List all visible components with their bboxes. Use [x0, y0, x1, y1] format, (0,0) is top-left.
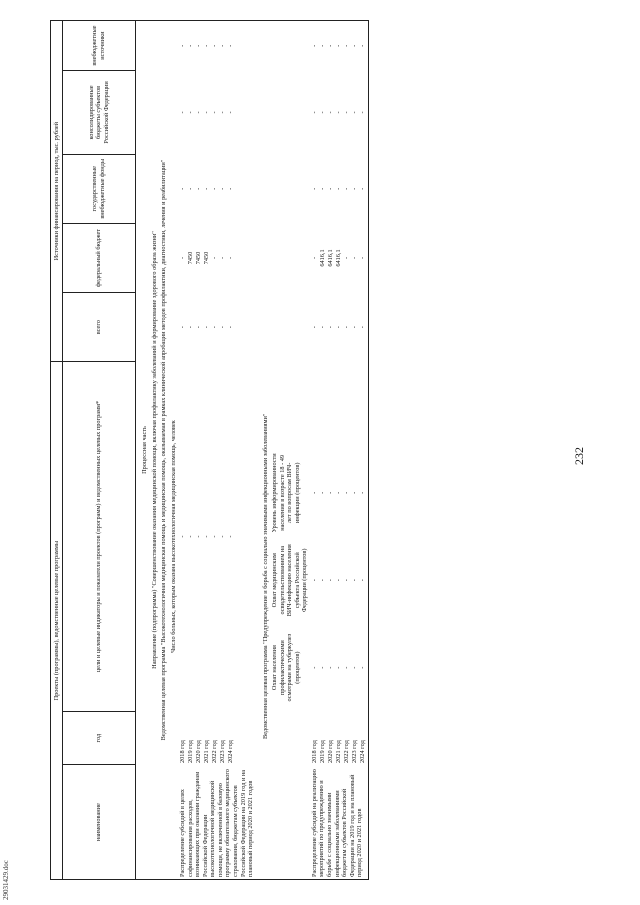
cell: - — [310, 491, 318, 494]
block2-indicator-values — [310, 362, 369, 712]
cell: - — [358, 111, 366, 114]
block1-year: 2024 год — [227, 740, 235, 763]
program1-title: Ведомственная целевая программа "Высокотехнологичная медицинская помощь и медицинская помощь, оказываемая в рамках клинической апробации методов профилактики, диагностики, лечения и реабилитации" — [159, 21, 169, 880]
cell: - — [211, 256, 219, 260]
cell: - — [326, 111, 334, 114]
cell: - — [326, 579, 334, 582]
cell: - — [211, 187, 219, 190]
block2-year: 2023 год — [350, 740, 358, 763]
block2-year: 2019 год — [318, 740, 326, 763]
block1-year: 2018 год — [179, 740, 187, 763]
cell: - — [179, 111, 187, 114]
cell: - — [334, 666, 342, 669]
cell: - — [227, 256, 235, 260]
cell: 6416,1 — [326, 249, 334, 267]
cell: - — [310, 44, 318, 47]
block1-consolidated — [178, 71, 255, 155]
cell: - — [310, 326, 318, 329]
cell: - — [203, 326, 211, 329]
cell: - — [203, 535, 211, 538]
total-header: всего — [63, 293, 136, 362]
block1-year: 2020 год — [195, 740, 203, 763]
cell: - — [227, 187, 235, 190]
block1-year: 2023 год — [219, 740, 227, 763]
cell: - — [358, 579, 366, 582]
cell: - — [211, 326, 219, 329]
program2-title: Ведомственная целевая программа "Предупреждение и борьба с социально значимыми инфекционными заболеваниями" — [256, 21, 271, 880]
cell: - — [318, 579, 326, 582]
cell: - — [326, 326, 334, 329]
projects-header: Проекты (программы), ведомственные целевые программы — [51, 362, 63, 880]
cell: - — [334, 326, 342, 329]
cell: - — [203, 44, 211, 47]
cell: - — [195, 535, 203, 538]
block1-name: Распределение субсидий в целях софинансирования расходов, возникающих при оказании гражданам Российской Федерации высокотехнологичной медицинской помощи, не включенной в базовую программу обязательного медицинского страхования, бюджетам субъектов Российской Федерации на 2019 год и на плановый период 2020 и 2021 годов — [178, 765, 255, 880]
cell: - — [326, 666, 334, 669]
cell: - — [219, 111, 227, 114]
cell: - — [342, 111, 350, 114]
cell: - — [350, 491, 358, 494]
financing-header: Источники финансирования на период, тыс. рублей — [51, 21, 63, 362]
block1-year: 2019 год — [187, 740, 195, 763]
block2-year: 2022 год — [342, 740, 350, 763]
cell: - — [203, 187, 211, 190]
cell: - — [358, 491, 366, 494]
block1-indicator: Число больных, которым оказана высокотехнологичная медицинская помощь, человек — [169, 420, 177, 653]
cell: - — [326, 491, 334, 494]
block2-year: 2024 год — [358, 740, 366, 763]
cell: - — [342, 187, 350, 190]
cell: - — [358, 44, 366, 47]
cell: 7450 — [203, 251, 211, 265]
block2-state-funds — [310, 154, 369, 223]
cell: - — [342, 256, 350, 260]
cell: - — [195, 187, 203, 190]
cell: - — [219, 326, 227, 329]
block1-years — [178, 711, 255, 765]
cell: - — [179, 187, 187, 190]
cell: - — [342, 579, 350, 582]
cell: - — [350, 256, 358, 260]
cell: - — [334, 44, 342, 47]
cell: - — [211, 44, 219, 47]
cell: - — [219, 256, 227, 260]
block2-federal — [310, 223, 369, 292]
cell: - — [310, 579, 318, 582]
cell: - — [219, 187, 227, 190]
cell: - — [179, 44, 187, 47]
name-header: наименование — [63, 765, 136, 880]
cell: - — [334, 111, 342, 114]
ind-header-hiv-awareness: Уровень информированности населения в возрасте 18 - 49 лет по вопросам ВИЧ-инфекции (процентов) — [271, 453, 301, 533]
cell: - — [350, 187, 358, 190]
ind1-col — [311, 626, 367, 709]
block2-total — [310, 293, 369, 362]
cell: - — [310, 187, 318, 190]
block2-name: Распределение субсидий на реализацию мероприятий по предупреждению и борьбе с социально значимыми инфекционными заболеваниями бюджетам субъектов Российской Федерации на 2019 год и на плановый период 2020 и 2021 годов — [310, 765, 369, 880]
ind-header-tb: Охват населения профилактическими осмотрами на туберкулез (процентов) — [271, 633, 301, 702]
cell: - — [211, 111, 219, 114]
cell: - — [179, 256, 187, 260]
block2-year: 2021 год — [334, 740, 342, 763]
block2-extrabudget — [310, 21, 369, 71]
block2-indicator-headers — [270, 362, 310, 712]
block1-state-funds — [178, 154, 255, 223]
direction-title: Направление (подпрограмма) "Совершенствование оказания медицинской помощи, включая профилактику заболеваний и формирование здорового образа жизни" — [150, 21, 160, 880]
cell: - — [342, 491, 350, 494]
cell: - — [334, 187, 342, 190]
cell: - — [350, 326, 358, 329]
cell: - — [310, 111, 318, 114]
extrabudget-header: внебюджетные источники — [63, 21, 136, 71]
cell: - — [310, 666, 318, 669]
footer-filename: 29031429.doc — [2, 860, 10, 900]
cell: 7450 — [195, 251, 203, 265]
cell: - — [219, 535, 227, 538]
cell: - — [350, 666, 358, 669]
cell: - — [227, 111, 235, 114]
cell: - — [203, 111, 211, 114]
cell: - — [350, 579, 358, 582]
cell: - — [318, 326, 326, 329]
federal-header: федеральный бюджет — [63, 223, 136, 292]
cell: - — [227, 44, 235, 47]
cell: - — [358, 326, 366, 329]
block1-extrabudget — [178, 21, 255, 71]
cell: - — [318, 44, 326, 47]
cell: - — [187, 187, 195, 190]
ind2-col — [311, 539, 367, 622]
cell: - — [195, 326, 203, 329]
cell: - — [310, 256, 318, 260]
cell: - — [342, 44, 350, 47]
cell: - — [318, 491, 326, 494]
year-header: год — [63, 711, 136, 765]
cell: - — [342, 666, 350, 669]
cell: - — [179, 535, 187, 538]
cell: - — [179, 326, 187, 329]
ind3-col — [311, 451, 367, 534]
cell: - — [227, 535, 235, 538]
cell: - — [358, 256, 366, 260]
cell: - — [318, 187, 326, 190]
cell: - — [195, 44, 203, 47]
cell: - — [350, 111, 358, 114]
indicators-header: цели и целевые индикаторы и показатели проектов (программ) и ведомственных целевых программ* — [63, 362, 136, 712]
cell: - — [195, 111, 203, 114]
cell: - — [219, 44, 227, 47]
cell: - — [318, 111, 326, 114]
block2-year: 2018 год — [310, 740, 318, 763]
cell: - — [187, 111, 195, 114]
cell: - — [358, 666, 366, 669]
financing-table — [50, 20, 369, 880]
cell: - — [187, 44, 195, 47]
block2-years — [310, 711, 369, 765]
block1-year: 2021 год — [203, 740, 211, 763]
consolidated-header: консолидированные бюджеты субъектов Российской Федерации — [63, 71, 136, 155]
cell: - — [187, 535, 195, 538]
cell: - — [211, 535, 219, 538]
cell: - — [187, 326, 195, 329]
cell: - — [326, 44, 334, 47]
cell: - — [326, 187, 334, 190]
cell: 6416,1 — [334, 249, 342, 267]
block1-total — [178, 293, 255, 362]
cell: - — [318, 666, 326, 669]
page-number: 232 — [572, 447, 586, 465]
state-funds-header: государственные внебюджетные фонды — [63, 154, 136, 223]
cell: - — [334, 491, 342, 494]
ind-header-hiv-test: Охват медицинским освидетельствованием на ВИЧ-инфекцию населения субъекта Российской Федерации (процентов) — [271, 544, 309, 617]
process-part-title: Процессная часть — [136, 21, 150, 880]
cell: - — [358, 187, 366, 190]
block1-year: 2022 год — [211, 740, 219, 763]
block1-federal — [178, 223, 255, 292]
cell: - — [334, 579, 342, 582]
ind-header-empty — [271, 364, 309, 447]
cell: - — [342, 326, 350, 329]
block1-indicator-values — [178, 362, 255, 712]
block2-year: 2020 год — [326, 740, 334, 763]
cell: 6416,1 — [318, 249, 326, 267]
cell: - — [350, 44, 358, 47]
cell: 7450 — [187, 251, 195, 265]
cell: - — [227, 326, 235, 329]
block2-consolidated — [310, 71, 369, 155]
